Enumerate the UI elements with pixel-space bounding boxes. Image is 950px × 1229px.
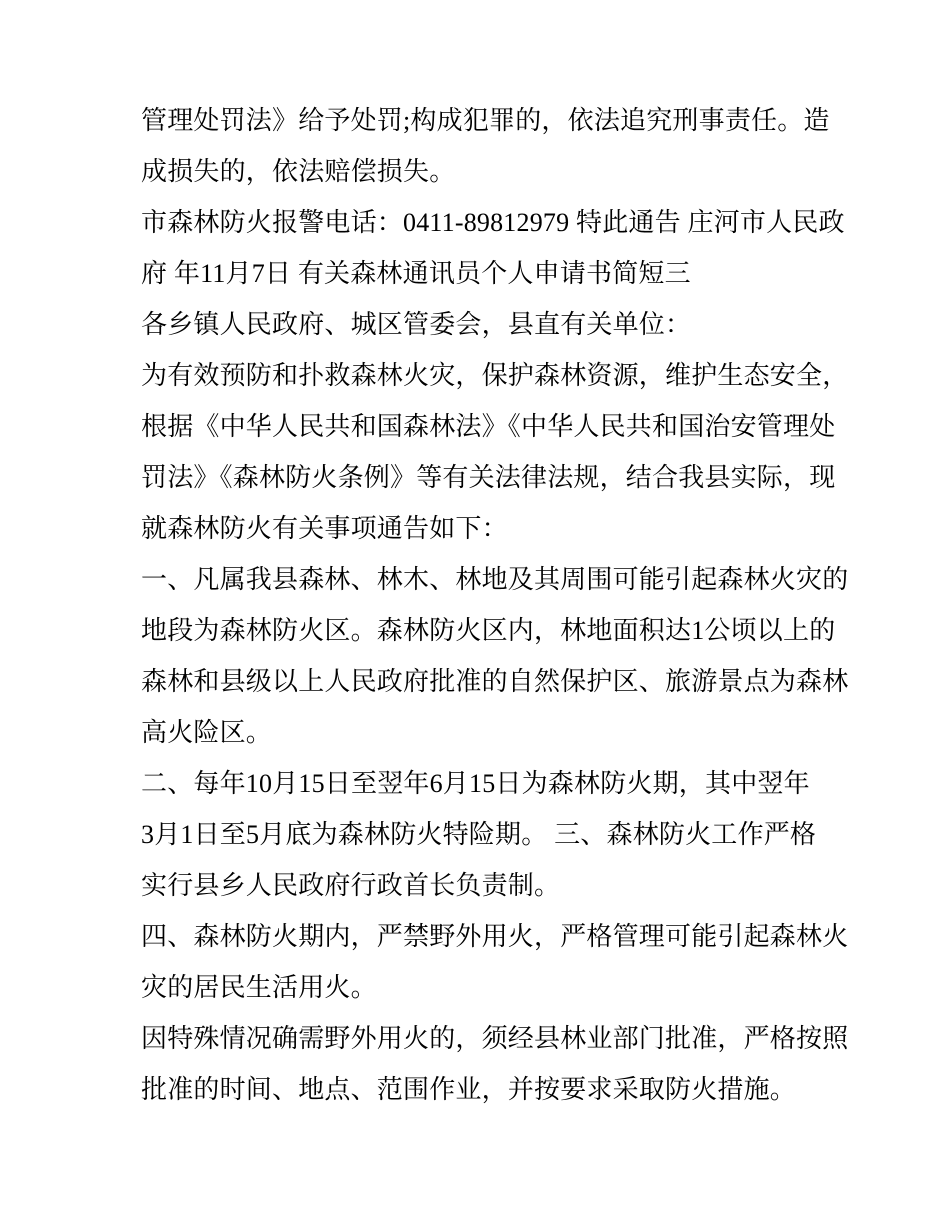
text-line: 一、凡属我县森林、林木、林地及其周围可能引起森林火灾的 [141, 565, 849, 594]
text-line: 地段为森林防火区。森林防火区内，林地面积达1公顷以上的 [141, 616, 836, 645]
text-line: 成损失的，依法赔偿损失。 [141, 157, 456, 186]
text-line: 为有效预防和扑救森林火灾，保护森林资源，维护生态安全， [141, 361, 849, 390]
text-line: 就森林防火有关事项通告如下： [141, 514, 508, 543]
text-line: 四、森林防火期内，严禁野外用火，严格管理可能引起森林火 [141, 922, 849, 951]
text-line: 各乡镇人民政府、城区管委会，县直有关单位： [141, 310, 692, 339]
text-line: 管理处罚法》给予处罚;构成犯罪的，依法追究刑事责任。造 [141, 106, 830, 135]
text-line: 府 年11月7日 有关森林通讯员个人申请书简短三 [141, 259, 691, 288]
text-line: 实行县乡人民政府行政首长负责制。 [141, 871, 561, 900]
text-line: 高火险区。 [141, 718, 273, 747]
text-line: 因特殊情况确需野外用火的，须经县林业部门批准，严格按照 [141, 1024, 849, 1053]
text-line: 森林和县级以上人民政府批准的自然保护区、旅游景点为森林 [141, 667, 849, 696]
text-line: 批准的时间、地点、范围作业，并按要求采取防火措施。 [141, 1075, 797, 1104]
document-text-block [141, 95, 901, 1115]
text-line: 灾的居民生活用火。 [141, 973, 377, 1002]
text-line: 市森林防火报警电话：0411-89812979 特此通告 庄河市人民政 [141, 208, 845, 237]
text-line: 罚法》《森林防火条例》等有关法律法规，结合我县实际，现 [141, 463, 836, 492]
text-line: 根据《中华人民共和国森林法》《中华人民共和国治安管理处 [141, 412, 836, 441]
text-line: 二、每年10月15日至翌年6月15日为森林防火期，其中翌年 [141, 769, 810, 798]
text-line: 3月1日至5月底为森林防火特险期。 三、森林防火工作严格 [141, 820, 817, 849]
